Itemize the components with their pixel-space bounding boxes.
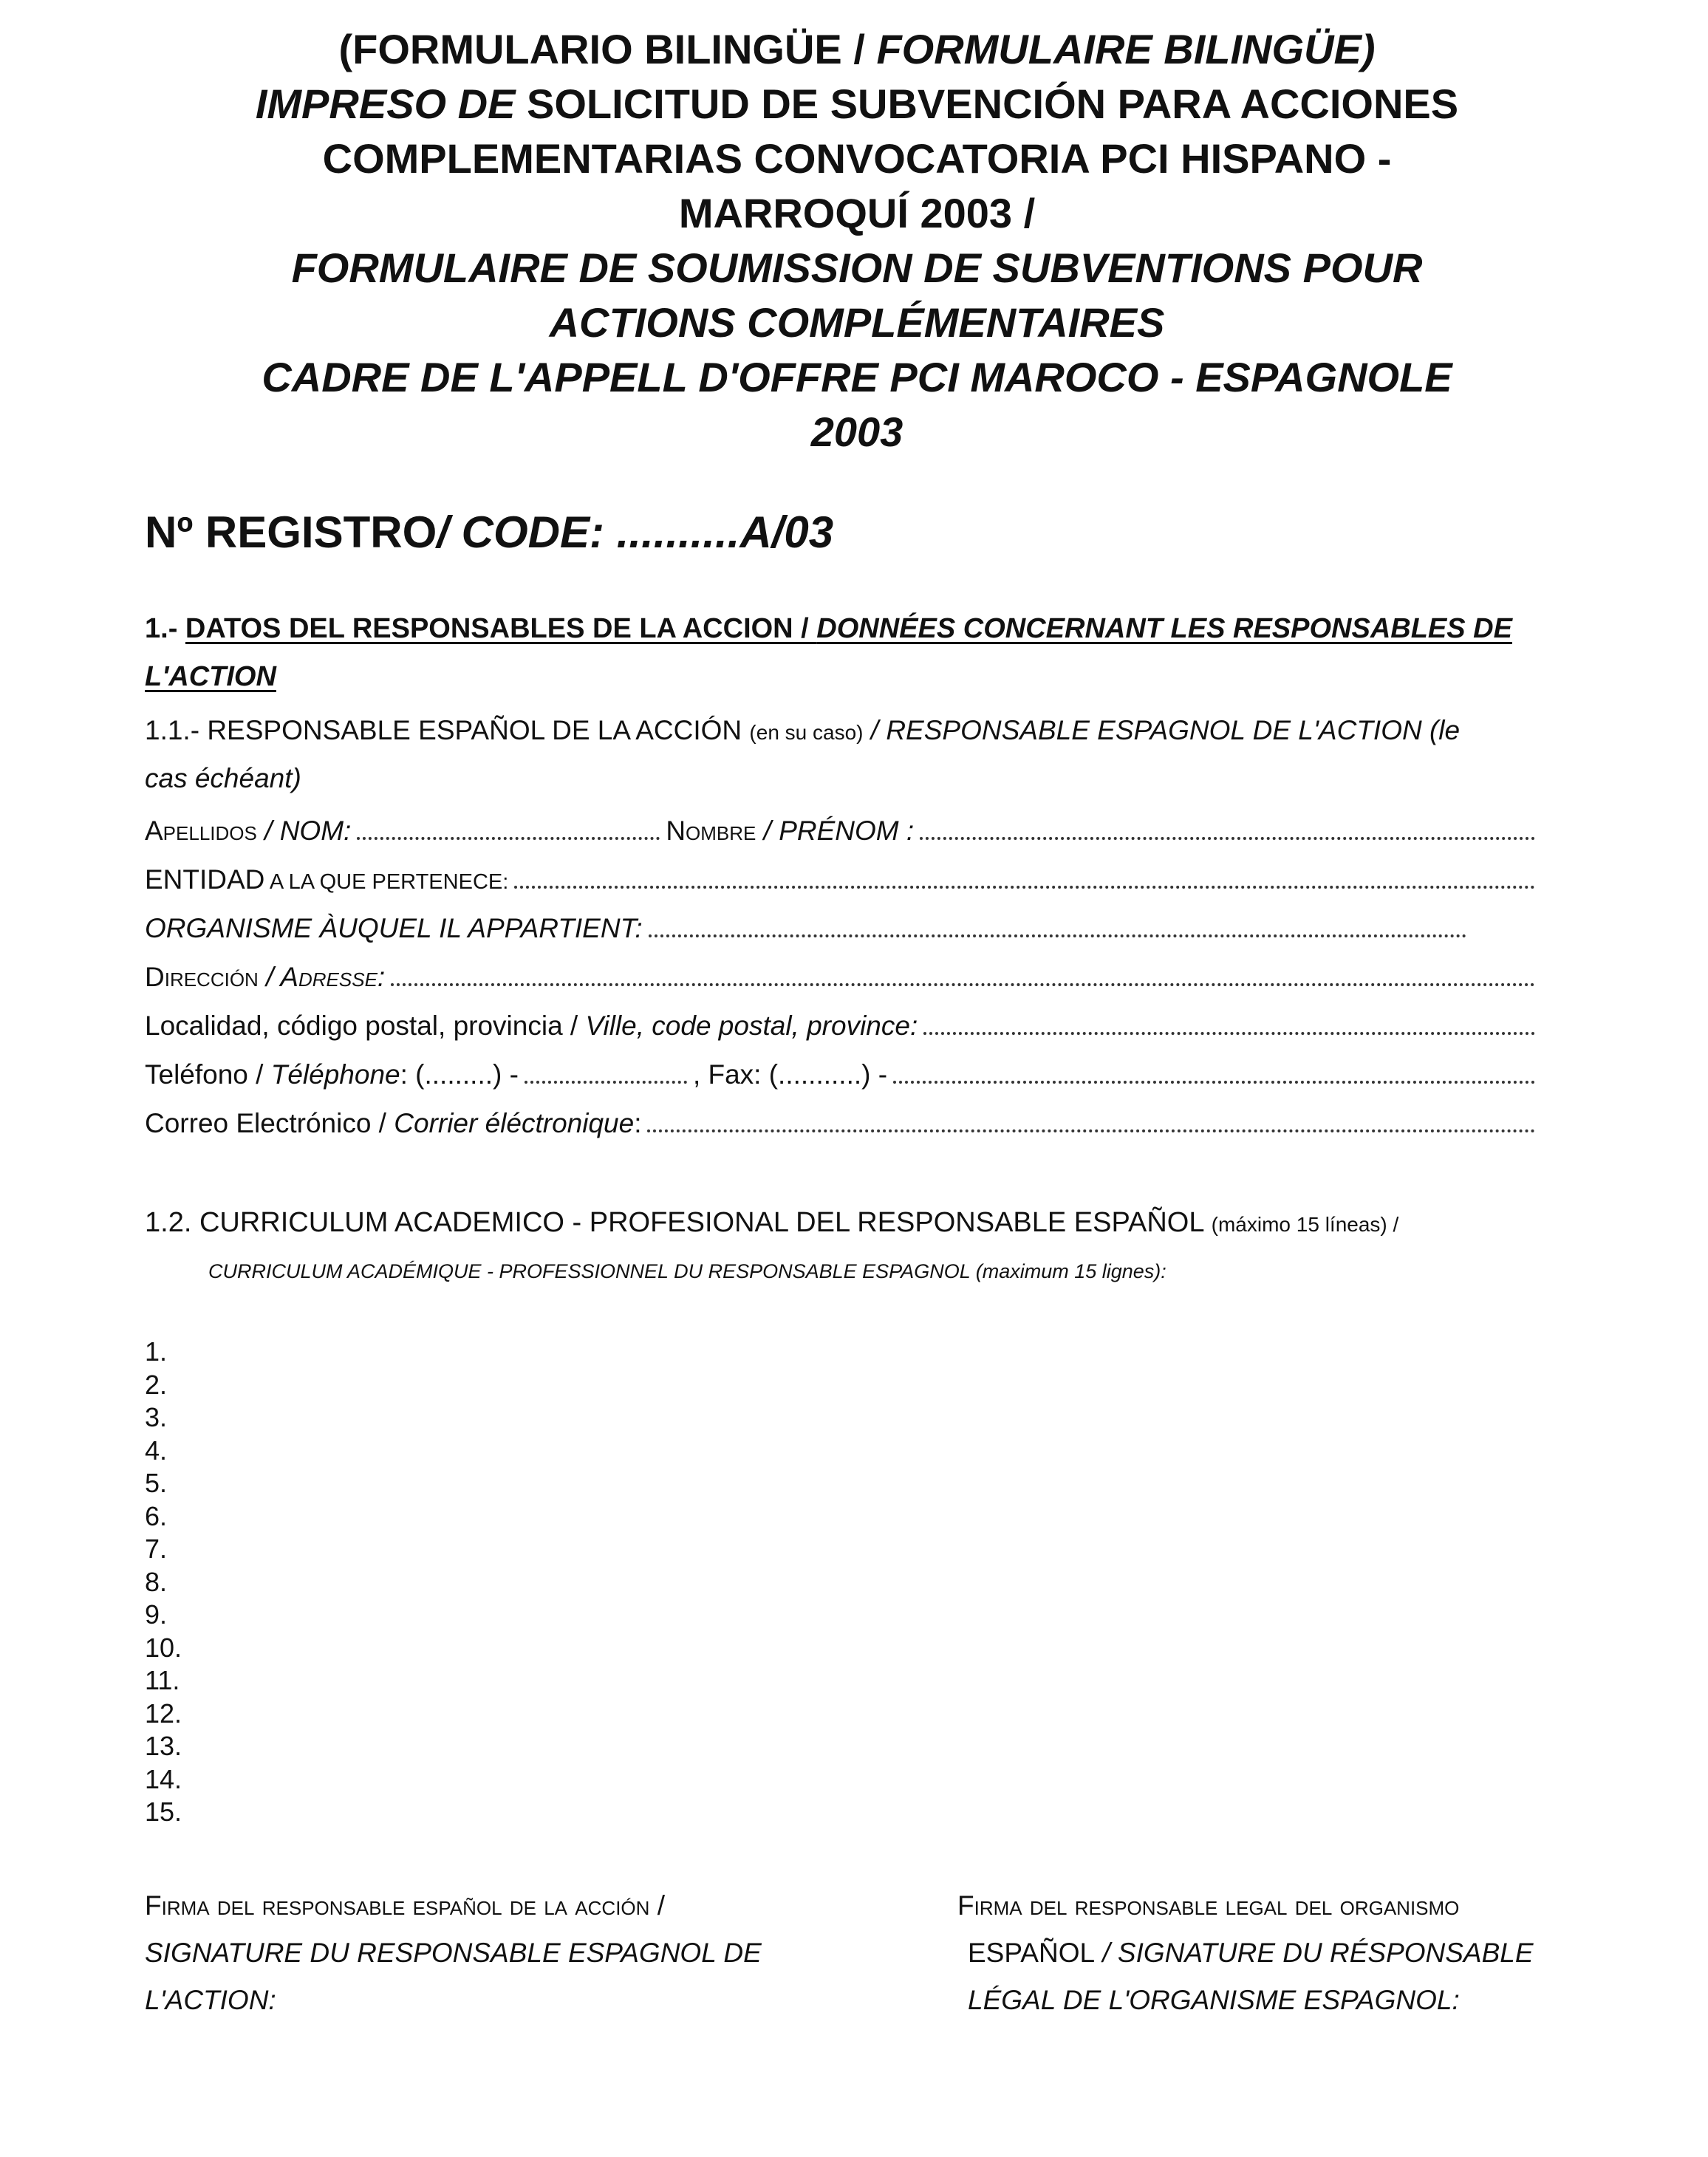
cv-line-13[interactable]: 13. [145,1731,182,1761]
form-title [133,22,1581,459]
signature-left-fr-1: SIGNATURE DU RESPONSABLE ESPAGNOL DE [145,1938,762,1968]
surname-input[interactable] [357,836,660,840]
cv-line-12[interactable]: 12. [145,1698,182,1729]
phone-label: Teléfono / Téléphone: (.........) - [145,1059,519,1090]
subsection-1-1-heading: 1.1.- RESPONSABLE ESPAÑOL DE LA ACCIÓN (en su caso) / RESPONSABLE ESPAGNOL DE L'ACTION (le [145,715,1461,745]
title-line-3: COMPLEMENTARIAS CONVOCATORIA PCI HISPANO - [322,135,1392,182]
signature-right-line-2: ESPAÑOL / SIGNATURE DU RÉSPONSABLE [968,1938,1534,1968]
cv-line-4[interactable]: 4. [145,1435,168,1466]
organisme-field-row[interactable] [145,909,1471,944]
section-1-2-heading-fr: CURRICULUM ACADÉMIQUE - PROFESSIONNEL DU RESPONSABLE ESPAGNOL (maximum 15 lignes): [208,1260,1166,1282]
cv-line-10[interactable]: 10. [145,1632,182,1663]
title-line-1: (FORMULARIO BILINGÜE / FORMULAIRE BILINGÜE) [338,26,1376,72]
cv-line-7[interactable]: 7. [145,1534,168,1564]
signature-right-block [957,1882,1534,2024]
email-field-row[interactable] [145,1104,1540,1139]
title-line-4: MARROQUÍ 2003 / [678,190,1036,236]
title-line-6: ACTIONS COMPLÉMENTAIRES [549,299,1165,346]
signature-left-fr-2: L'ACTION: [145,1985,276,2015]
cv-lines-list [145,1336,182,1829]
title-line-5: FORMULAIRE DE SOUMISSION DE SUBVENTIONS POUR [291,245,1423,291]
first-name-label: Nombre / PRÉNOM : [666,816,915,846]
entity-field-row[interactable] [145,860,1540,895]
email-label: Correo Electrónico / Corrier éléctronique: [145,1108,642,1138]
signature-right-es-1: Firma del responsable legal del organismo [957,1890,1460,1921]
cv-line-3[interactable]: 3. [145,1402,168,1432]
signature-right-fr-2: LÉGAL DE L'ORGANISME ESPAGNOL: [968,1985,1460,2015]
phone-input[interactable] [525,1080,687,1084]
entity-input[interactable] [514,885,1535,889]
address-label: Dirección / Adresse: [145,962,386,992]
phone-fax-field-row[interactable] [145,1055,1540,1090]
cv-line-2[interactable]: 2. [145,1369,168,1400]
locality-field-row[interactable] [145,1006,1540,1042]
name-field-row[interactable] [145,811,1540,847]
fax-input[interactable] [893,1080,1535,1084]
first-name-input[interactable] [920,836,1535,840]
section-1-heading: 1.- DATOS DEL RESPONSABLES DE LA ACCION / DONNÉES CONCERNANT LES RESPONSABLES DE [145,613,1512,644]
registration-code: Nº REGISTRO/ CODE: ..........A/03 [145,507,834,557]
cv-line-9[interactable]: 9. [145,1599,168,1630]
cv-line-5[interactable]: 5. [145,1468,168,1498]
cv-line-1[interactable]: 1. [145,1336,168,1367]
cv-line-6[interactable]: 6. [145,1500,168,1531]
section-1-2-heading: 1.2. CURRICULUM ACADEMICO - PROFESIONAL DEL RESPONSABLE ESPAÑOL (máximo 15 líneas) / [145,1207,1399,1238]
address-input[interactable] [391,982,1535,986]
cv-line-8[interactable]: 8. [145,1566,168,1597]
signature-left-block [145,1882,762,2024]
section-1-heading-cont: L'ACTION [145,661,276,692]
entity-label: ENTIDAD A LA QUE PERTENECE: [145,864,509,895]
title-line-7: CADRE DE L'APPELL D'OFFRE PCI MAROCO - ESPAGNOLE [262,354,1452,400]
title-line-2: IMPRESO DE SOLICITUD DE SUBVENCIÓN PARA ACCIONES [255,81,1459,127]
signature-left-es: Firma del responsable español de la acción / [145,1890,665,1921]
cv-line-15[interactable]: 15. [145,1797,182,1827]
surname-label: Apellidos / NOM: [145,816,352,846]
title-line-8: 2003 [810,409,903,455]
address-field-row[interactable] [145,957,1540,993]
email-input[interactable] [647,1129,1535,1132]
fax-label: , Fax: (...........) - [692,1059,888,1090]
locality-input[interactable] [923,1031,1535,1035]
locality-label: Localidad, código postal, provincia / Ville, code postal, province: [145,1011,918,1041]
cv-line-14[interactable]: 14. [145,1763,182,1794]
organisme-input[interactable] [649,934,1466,937]
organisme-label: ORGANISME ÀUQUEL IL APPARTIENT: [145,913,643,943]
subsection-1-1-heading-cont: cas échéant) [145,763,301,793]
cv-line-11[interactable]: 11. [145,1665,180,1695]
